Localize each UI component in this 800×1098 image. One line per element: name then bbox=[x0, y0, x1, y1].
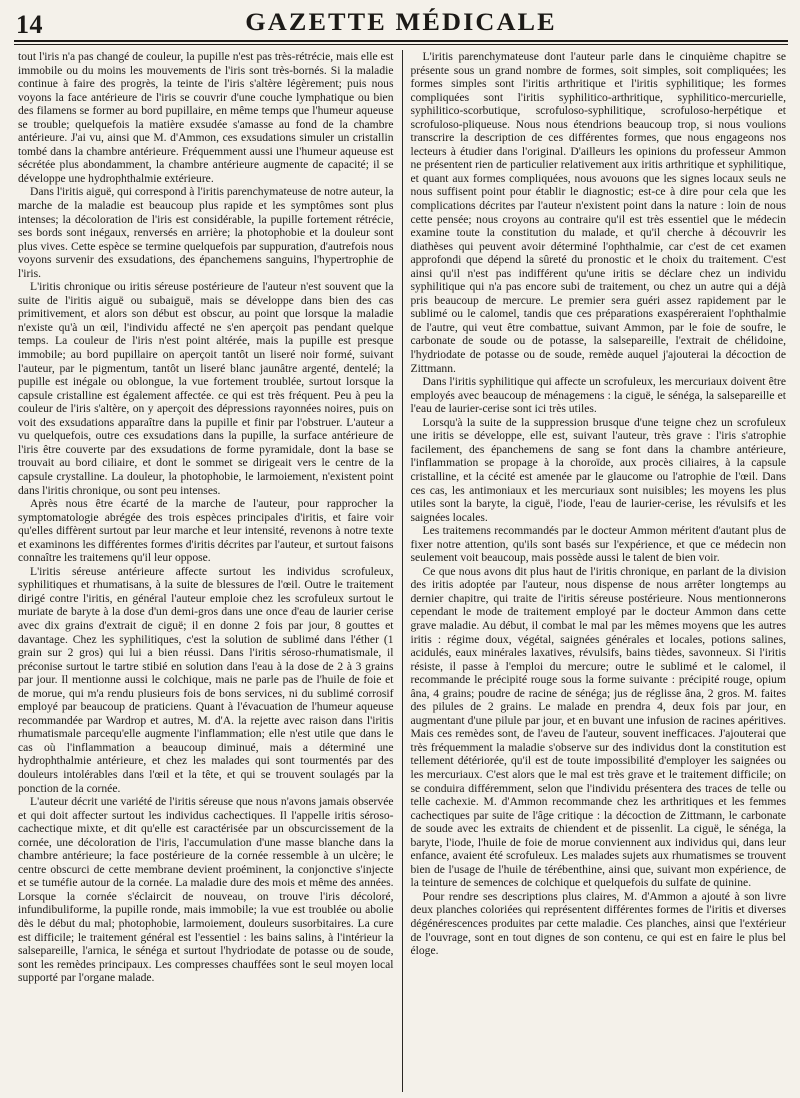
paragraph: Après nous être écarté de la marche de l'auteur, pour rapprocher la symptomatologie abrégée des trois espèces principales d'iritis, et faire voir qu'elles diffèrent surtout par leur marche et leur intensité, revenons à notre texte et examinons les différentes formes d'iritis décrites par l'auteur, et surtout faisons connaître les traitemens qu'il leur oppose. bbox=[18, 497, 394, 565]
page-header bbox=[14, 6, 788, 40]
page-number: 14 bbox=[16, 10, 43, 39]
text-columns bbox=[18, 50, 786, 1092]
right-column bbox=[403, 50, 787, 1092]
paragraph: L'iritis séreuse antérieure affecte surtout les individus scrofuleux, syphilitiques et rhumatisans, à la suite de blessures de l'œil. Outre le traitement dirigé contre l'iritis, en général l'auteur emploie chez les scrofuleux surtout le muriate de baryte à la dose d'un demi-gros dans une once d'eau de laurier cerise avec dix grains d'extrait de ciguë; il en donne 2 fois par jour, 8 gouttes et davantage. Chez les syphilitiques, c'est la solution de sublimé dans l'éther (1 grain sur 2 gros) qui lui a bien réussi. Dans l'iritis séroso-rhumatismale, il préconise surtout le tartre stibié en solution dans l'eau à la dose de 2 à 3 grains par jour. Il mentionne aussi le colchique, mais ne parle pas de l'huile de foie et de morue, qui m'a rendu plusieurs fois de bons services, ni du sublimé corrosif employé par beaucoup de praticiens. Quant à l'évacuation de l'humeur aqueuse recommandée par Wardrop et autres, M. d'A. la rejette avec raison dans l'iritis rhumatismale parcequ'elle augmente l'inflammation; elle n'est utile que dans le cas où l'inflammation a beaucoup diminué, mais a déterminé une hydrophthalmie antérieure, et chez les malades qui sont tourmentés par des douleurs intolérables dans l'œil et la tête, et qui se trouvent soulagés par la ponction de la cornée. bbox=[18, 564, 394, 795]
paragraph: Les traitemens recommandés par le docteur Ammon méritent d'autant plus de fixer notre attention, qu'ils sont basés sur l'expérience, et que ce médecin non seulement voit beaucoup, mais possède aussi le talent de bien voir. bbox=[410, 524, 786, 565]
paragraph: Dans l'iritis aiguë, qui correspond à l'iritis parenchymateuse de notre auteur, la marche de la maladie est beaucoup plus rapide et les symptômes sont plus intenses; la décoloration de l'iris est considérable, la pupille fortement rétrécie, ses bords sont inégaux, renversés en arrière; la photophobie et la douleur sont plus vives. Cette espèce se termine quelquefois par suppuration, d'autrefois nous voyons survenir des exsudations, des épanchemens sanguins, l'hypertrophie de l'iris. bbox=[18, 185, 394, 280]
paragraph: L'auteur décrit une variété de l'iritis séreuse que nous n'avons jamais observée et qui doit affecter surtout les individus cachectiques. Il l'appelle iritis séroso-cachectique mixte, et dit qu'elle est caractérisée par un obscurcissement de la cornée, une décoloration de l'iris, l'accumulation d'une masse blanche dans la chambre antérieure; la face postérieure de la cornée ressemble à un ulcère; le centre obscurci de cette membrane devient proéminent, la conjonctive s'injecte et se tuméfie autour de la cornée. La maladie dure des mois et même des années. Lorsque la cornée s'éclaircit de nouveau, on trouve l'iris décoloré, infundibuliforme, la pupille ronde, mais immobile; la vue est troublée ou abolie dès le début du mal; photophobie, larmoiement, douleurs susorbitaires. La cure est difficile; le traitement général est l'essentiel : les bains salins, à l'intérieur la salsepareille, l'arnica, le sénéga et surtout l'hydriodate de potasse ou de soude, sont les remèdes principaux. Les compresses chauffées sont le seul moyen local supporté par l'organe malade. bbox=[18, 795, 394, 985]
paragraph: Dans l'iritis syphilitique qui affecte un scrofuleux, les mercuriaux doivent être employés avec beaucoup de ménagemens : la ciguë, le sénéga, la salsepareille et l'eau de laurier-cerise sont ici très utiles. bbox=[410, 375, 786, 416]
paragraph: Ce que nous avons dit plus haut de l'iritis chronique, en parlant de la division des iritis adoptée par l'auteur, nous dispense de nous arrêter longtemps au dernier chapitre, qui traite de l'iritis séreuse postérieure. Nous mentionnerons cependant le mode de traitement employé par le docteur Ammon dans cette grave maladie. Au début, il combat le mal par les mêmes moyens que les autres iritis : régime doux, végétal, saignées générales et locales, potions salines, acidulés, eaux minérales laxatives, révulsifs, bains tièdes, savonneux. Si l'iritis résiste, il passe à l'emploi du mercure; outre le sublimé et le calomel, il recommande le précipité rouge sous la forme suivante : précipité rouge, opium âna, 4 grains; poudre de racine de sénéga; jus de réglisse âna, 2 gros. M. faites des pilules de 2 grains. Le malade en prendra 4, deux fois par jour, en augmentant d'une pilule par jour, et en buvant une infusion de racines apéritives. Mais ces remèdes sont, de l'aveu de l'auteur, souvent inefficaces. J'ajouterai que très fréquemment la maladie s'observe sur des individus dont la constitution est tellement détériorée, qu'il est de toute impossibilité d'employer les saignées ou les mercuriaux. C'est alors que le mal est très grave et le traitement difficile; on se conduira différemment, selon que l'individu présentera des traces de telle ou telle cachexie. M. d'Ammon recommande chez les arthritiques et les femmes cachectiques par suite de l'âge critique : la décoction de Zittmann, le carbonate de soude avec les extraits de chiendent et de pissenlit. La ciguë, le sénéga, la baryte, l'iode, l'huile de foie de morue conviennent aux individus qui, dans leur enfance, avaient été scrofuleux. Les malades sujets aux rhumatismes se trouvent bien de l'usage de l'huile de térébenthine, ainsi que, suivant mon expérience, de la teinture de semences de colchique et quelquefois du sulfate de quinine. bbox=[410, 564, 786, 890]
paragraph: Pour rendre ses descriptions plus claires, M. d'Ammon a ajouté à son livre deux planches coloriées qui représentent différentes formes de l'iritis et diverses dégénérescences produites par cette maladie. Ces planches, ainsi que l'extérieur de l'ouvrage, sont en tout dignes de son contenu, ce qui est en faire le plus bel éloge. bbox=[410, 889, 786, 958]
journal-title: GAZETTE MÉDICALE bbox=[245, 9, 557, 36]
paragraph: tout l'iris n'a pas changé de couleur, la pupille n'est pas très-rétrécie, mais elle est immobile ou du moins les mouvements de l'iris sont très-bornés. Si la maladie continue à faire des progrès, la teinte de l'iris s'altère légèrement; puis nous voyons la face antérieure de l'iris se couvrir d'une couche lymphatique ou bien des filamens se former au bord pupillaire, en même temps que l'humeur aqueuse se trouble; quelquefois la matière exsudée s'amasse au fond de la chambre antérieure. J'ai vu, ainsi que M. d'Ammon, ces exsudations simuler un cristallin tombé dans la chambre antérieure. Fréquemment aussi une l'humeur aqueuse est sécrétée plus abondamment, la chambre antérieure augmente de capacité; il se développe une hydrophthalmie extérieure. bbox=[18, 50, 394, 185]
paragraph: L'iritis parenchymateuse dont l'auteur parle dans le cinquième chapitre se présente sous un grand nombre de formes, soit simples, soit compliquées; les formes simples sont l'iritis arthritique et l'iritis syphilitique; les formes compliquées sont l'iritis syphilitico-arthritique, syphilitico-mercurielle, syphilitico-scorbutique, scrofuloso-syphilitique, scrofuloso-herpétique et scrofuloso-pliqueuse. Nous nous étendrions beaucoup trop, si nous voulions transcrire la description de ces différentes formes, que nous engageons nos lecteurs à étudier dans l'original. D'ailleurs les opinions du professeur Ammon ne présentent rien de particulier relativement aux iritis arthritique et syphilitique, et quant aux formes compliquées, nous avouons que les signes locaux seuls ne nous suffisent point pour établir le diagnostic; est-ce à dire pour cela que les complications décrites par l'auteur n'existent point dans la nature : loin de nous cette pensée; nous croyons au contraire qu'il est très essentiel que le médecin examine toute la constitution du malade, et qu'il cherche à découvrir les diathèses qui peuvent avoir déterminé l'ophthalmie, car c'est de cet examen approfondi que dépend la sûreté du pronostic et le choix du traitement. C'est ainsi qu'il n'est pas indifférent qu'une iritis se déclare chez un individu syphilitique qui n'a pas encore subi de traitement, ou chez un autre qui a déjà pris beaucoup de mercure. Le premier sera guéri assez rapidement par le sublimé ou le calomel, tandis que ces préparations exaspéreraient l'ophthalmie de l'autre, qui veut être combattue, suivant Ammon, par le foie de soufre, le carbonate de soude ou de potasse, la salsepareille, l'extrait de chélidoine, l'hydriodate de potasse ou de soude, remède auquel j'ajouterai la décoction de Zittmann. bbox=[410, 50, 786, 375]
header-rule bbox=[14, 40, 788, 42]
paragraph: L'iritis chronique ou iritis séreuse postérieure de l'auteur n'est souvent que la suite de l'iritis aiguë ou subaiguë, mais se développe dans bien des cas primitivement, et alors son début est obscur, au point que lorsque la maladie n'existe qu'à un œil, l'individu affecté ne s'en aperçoit pas pendant quelque temps. La couleur de l'iris n'est point altérée, mais la pupille est presque immobile; au bord pupillaire on aperçoit tantôt un liseré noir formé, suivant l'auteur, par le pigmentum, tantôt un liseré blanc jaunâtre argenté, dentelé; la pupille est inégale ou oblongue, la vue fortement troublée, surtout lorsque la capsule cristalline est également affectée. ce qui est très fréquent. Peu à peu la couleur de l'iris s'altère, on y aperçoit des dépressions rayonnées noires, puis on voit des exsudations apparaître dans la pupille et finir par l'obstruer. L'auteur a vu quelquefois, outre ces exsudations dans la pupille, la surface antérieure de l'iris être couverte par des exsudations de forme pyramidale, dont la base se trouvait au bord ciliaire, et dont le sommet se dirigeait vers le centre de la capsule crystalline. La douleur, la photophobie, le larmoiement, n'existent point dans l'iritis chronique, ou sont peu intenses. bbox=[18, 280, 394, 497]
header-rule-thin bbox=[14, 44, 788, 45]
left-column bbox=[18, 50, 402, 1092]
paragraph: Lorsqu'à la suite de la suppression brusque d'une teigne chez un scrofuleux une iritis se développe, elle est, suivant l'auteur, très grave : l'iris s'atrophie facilement, des épanchemens de sang se font dans la chambre antérieure, l'inflammation se propage à la choroïde, aux procès ciliaires, à la capsule cristalline, et la cécité est amenée par le glaucome ou l'atrophie de l'œil. Dans ces cas, les antimoniaux et les mercuriaux sont nuisibles; les moyens les plus utiles sont la baryte, la ciguë, l'iode, l'eau de laurier-cerise, les révulsifs et les saignées locales. bbox=[410, 415, 786, 524]
